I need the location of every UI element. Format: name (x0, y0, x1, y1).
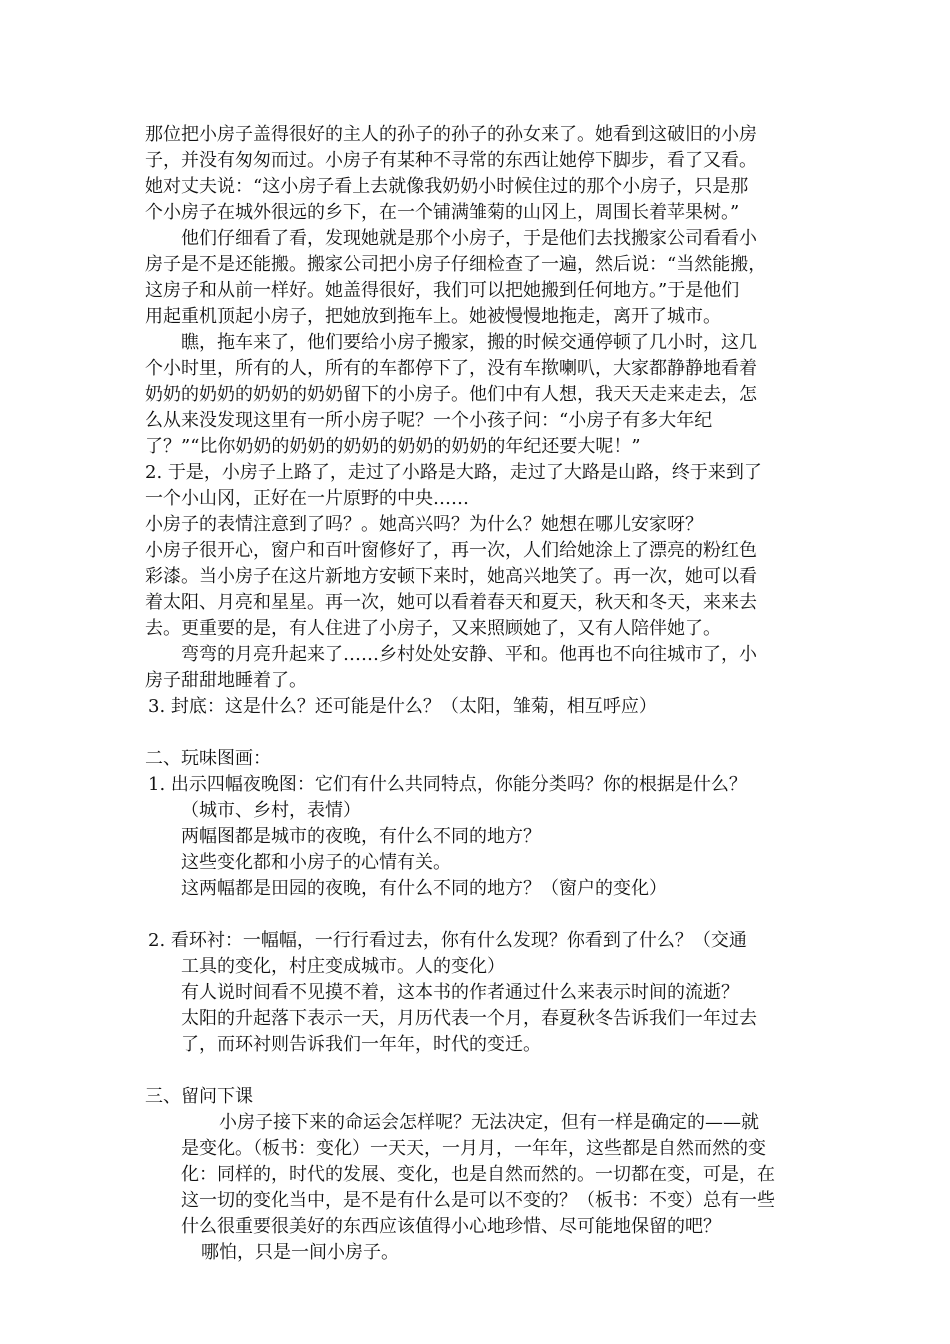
text-line: 两幅图都是城市的夜晚，有什么不同的地方？ (181, 826, 541, 847)
text-line: 去。更重要的是，有人住进了小房子，又来照顾她了，又有人陪伴她了。 (145, 618, 721, 639)
text-line: 个小房子在城外很远的乡下，在一个铺满雏菊的山冈上，周围长着苹果树。” (145, 202, 740, 223)
text-line: 他们仔细看了看，发现她就是那个小房子，于是他们去找搬家公司看看小 (181, 228, 757, 249)
text-line: 是变化。（板书：变化）一天天，一月月，一年年，这些都是自然而然的变 (181, 1138, 766, 1159)
text-line: （城市、乡村，表情） (181, 800, 361, 821)
text-line: 哪怕，只是一间小房子。 (201, 1242, 399, 1263)
text-line: 有人说时间看不见摸不着，这本书的作者通过什么来表示时间的流逝？ (181, 982, 739, 1003)
text-line: 小房子的表情注意到了吗？。她高兴吗？为什么？她想在哪儿安家呀？ (145, 514, 703, 535)
text-line: 了，而环衬则告诉我们一年年，时代的变迁。 (181, 1034, 541, 1055)
text-line: 么从来没发现这里有一所小房子呢？一个小孩子问：“小房子有多大年纪 (145, 410, 713, 431)
text-line: 个小时里，所有的人，所有的车都停下了，没有车揿喇叭，大家都静静地看着 (145, 358, 757, 379)
text-line: 一个小山冈，正好在一片原野的中央…… (145, 488, 469, 509)
text-line: 瞧，拖车来了，他们要给小房子搬家，搬的时候交通停顿了几小时，这几 (181, 332, 757, 353)
text-line: 她对丈夫说：“这小房子看上去就像我奶奶小时候住过的那个小房子，只是那 (145, 176, 749, 197)
text-line: 2. 于是，小房子上路了，走过了小路是大路，走过了大路是山路，终于来到了 (145, 462, 762, 483)
section-heading: 三、留问下课 (145, 1086, 253, 1107)
text-line: 用起重机顶起小房子，把她放到拖车上。她被慢慢地拖走，离开了城市。 (145, 306, 721, 327)
text-line: 子，并没有匆匆而过。小房子有某种不寻常的东西让她停下脚步，看了又看。 (145, 150, 757, 171)
text-line: 这房子和从前一样好。她盖得很好，我们可以把她搬到任何地方。”于是他们 (145, 280, 740, 301)
text-line: 房子是不是还能搬。搬家公司把小房子仔细检查了一遍，然后说：“当然能搬， (145, 254, 767, 275)
section-heading: 二、玩味图画： (145, 748, 271, 769)
text-line: 2. 看环衬：一幅幅，一行行看过去，你有什么发现？你看到了什么？（交通 (148, 930, 747, 951)
text-line: 1. 出示四幅夜晚图：它们有什么共同特点，你能分类吗？你的根据是什么？ (148, 774, 747, 795)
text-line: 小房子很开心，窗户和百叶窗修好了，再一次，人们给她涂上了漂亮的粉红色 (145, 540, 757, 561)
text-line: 这两幅都是田园的夜晚，有什么不同的地方？（窗户的变化） (181, 878, 667, 899)
text-line: 这一切的变化当中，是不是有什么是可以不变的？（板书：不变）总有一些 (181, 1190, 775, 1211)
text-line: 房子甜甜地睡着了。 (145, 670, 307, 691)
text-line: 3. 封底：这是什么？还可能是什么？（太阳，雏菊，相互呼应） (148, 696, 657, 717)
text-line: 彩漆。当小房子在这片新地方安顿下来时，她高兴地笑了。再一次，她可以看 (145, 566, 757, 587)
text-line: 太阳的升起落下表示一天，月历代表一个月，春夏秋冬告诉我们一年过去 (181, 1008, 757, 1029)
text-line: 奶奶的奶奶的奶奶的奶奶留下的小房子。他们中有人想，我天天走来走去，怎 (145, 384, 757, 405)
text-line: 小房子接下来的命运会怎样呢？无法决定，但有一样是确定的——就 (219, 1112, 759, 1133)
text-line: 着太阳、月亮和星星。再一次，她可以看着春天和夏天，秋天和冬天，来来去 (145, 592, 757, 613)
text-line: 弯弯的月亮升起来了……乡村处处安静、平和。他再也不向往城市了，小 (181, 644, 757, 665)
text-line: 化：同样的，时代的发展、变化，也是自然而然的。一切都在变，可是，在 (181, 1164, 775, 1185)
text-line: 这些变化都和小房子的心情有关。 (181, 852, 451, 873)
text-line: 工具的变化，村庄变成城市。人的变化） (181, 956, 505, 977)
text-line: 什么很重要很美好的东西应该值得小心地珍惜、尽可能地保留的吧？ (181, 1216, 721, 1237)
text-line: 了？”“比你奶奶的奶奶的奶奶的奶奶的奶奶的年纪还要大呢！” (145, 436, 641, 457)
text-line: 那位把小房子盖得很好的主人的孙子的孙子的孙女来了。她看到这破旧的小房 (145, 124, 757, 145)
